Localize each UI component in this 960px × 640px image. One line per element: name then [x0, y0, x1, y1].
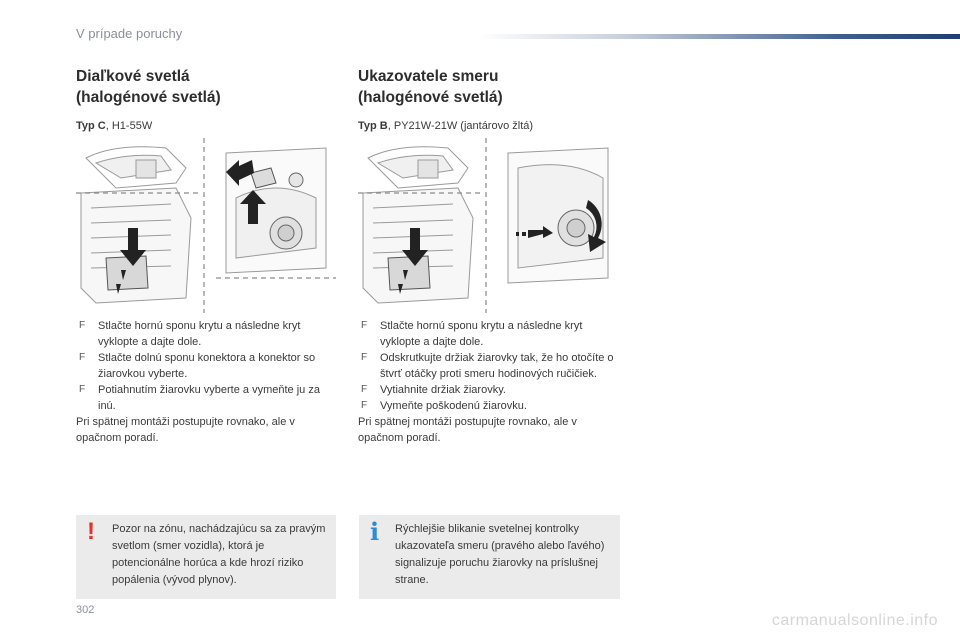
warning-note: [76, 515, 336, 599]
left-step-2: [76, 350, 338, 382]
right-type-value: , PY21W-21W (jantárovo žltá): [387, 120, 534, 132]
left-column: [76, 66, 341, 132]
info-note: [359, 515, 620, 599]
info-icon: i: [370, 517, 380, 546]
left-step-1: [76, 318, 338, 350]
left-title-line2: (halogénové svetlá): [76, 89, 221, 106]
right-step-4: [358, 398, 620, 414]
left-type-line: [76, 120, 341, 132]
bullet-icon: F: [79, 320, 86, 331]
left-step-3: [76, 382, 338, 414]
right-step-3: [358, 382, 620, 398]
left-footer: Pri spätnej montáži postupujte rovnako, ale v opačnom poradí.: [76, 416, 295, 444]
info-note-text: Rýchlejšie blikanie svetelnej kontrolky ukazovateľa smeru (pravého alebo ľavého) signalizuje poruchu žiarovky na príslušnej strane.: [395, 523, 605, 586]
page-number: 302: [76, 604, 95, 616]
step-text: Odskrutkujte držiak žiarovky tak, že ho otočíte o štvrť otáčky proti smeru hodinových ručičiek.: [380, 352, 614, 380]
right-step-2: [358, 350, 620, 382]
left-steps: [76, 318, 338, 446]
step-text: Stlačte hornú sponu krytu a následne kryt vyklopte a dajte dole.: [98, 320, 301, 348]
warning-note-text: Pozor na zónu, nachádzajúcu sa za pravým svetlom (smer vozidla), ktorá je potencionálne horúca a kde hrozí riziko popálenia (vývod plynov).: [112, 523, 326, 586]
bullet-icon: F: [361, 352, 368, 363]
right-step-1: [358, 318, 620, 350]
section-header: V prípade poruchy: [76, 26, 183, 41]
right-steps: [358, 318, 620, 446]
headlamp-highbeam-illustration: [76, 138, 336, 313]
bullet-icon: F: [361, 384, 368, 395]
step-text: Vymeňte poškodenú žiarovku.: [380, 400, 527, 412]
left-title-line1: Diaľkové svetlá: [76, 68, 190, 85]
step-text: Stlačte dolnú sponu konektora a konektor so žiarovkou vyberte.: [98, 352, 316, 380]
bullet-icon: F: [79, 384, 86, 395]
step-text: Potiahnutím žiarovku vyberte a vymeňte ju za inú.: [98, 384, 320, 412]
warning-icon: !: [87, 518, 95, 545]
header-bar: [478, 34, 960, 39]
right-title-line1: Ukazovatele smeru: [358, 68, 499, 85]
left-type-label: Typ C: [76, 120, 106, 132]
headlamp-indicator-illustration: [358, 138, 618, 313]
right-title-line2: (halogénové svetlá): [358, 89, 503, 106]
bullet-icon: F: [361, 400, 368, 411]
bullet-icon: F: [79, 352, 86, 363]
right-footer: Pri spätnej montáži postupujte rovnako, ale v opačnom poradí.: [358, 416, 577, 444]
right-type-line: [358, 120, 623, 132]
left-type-value: , H1-55W: [105, 120, 153, 132]
step-text: Stlačte hornú sponu krytu a následne kryt vyklopte a dajte dole.: [380, 320, 583, 348]
step-text: Vytiahnite držiak žiarovky.: [380, 384, 506, 396]
watermark: carmanualsonline.info: [771, 612, 938, 629]
right-type-label: Typ B: [358, 120, 388, 132]
right-column: [358, 66, 623, 132]
bullet-icon: F: [361, 320, 368, 331]
